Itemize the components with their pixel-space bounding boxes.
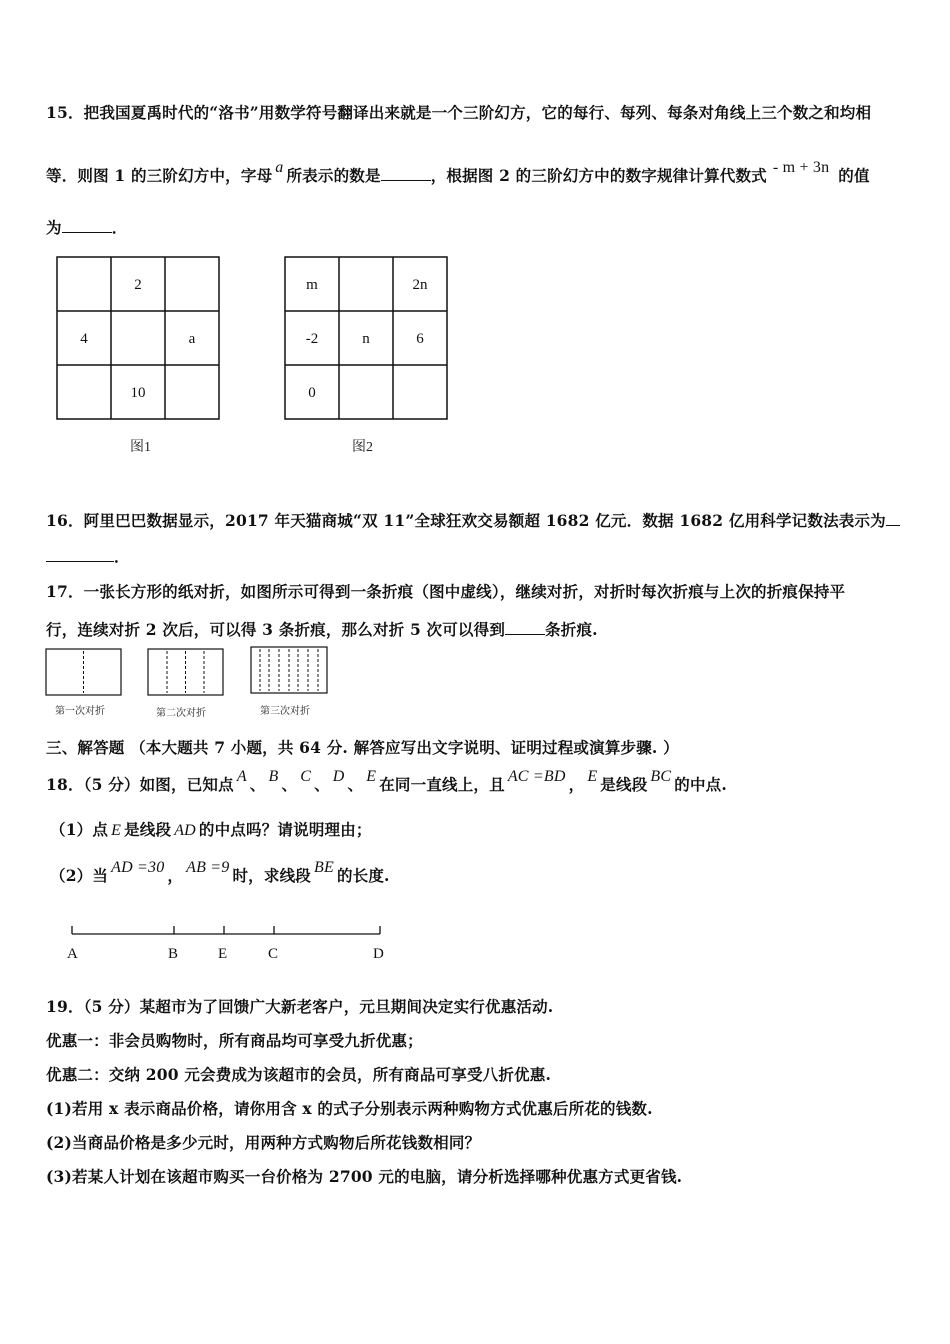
segment-be: BE xyxy=(313,859,334,876)
fig1-cell: 4 xyxy=(80,331,88,347)
q15-line3 xyxy=(46,216,127,238)
q19-line6: (3)若某人计划在该超市购买一台价格为 2700 元的电脑，请分析选择哪种优惠方式更省钱. xyxy=(46,1167,683,1186)
fold-caption-1: 第一次对折 xyxy=(55,706,105,717)
eq-ab-9: AB =9 xyxy=(186,859,230,876)
q18-text: 在同一直线上，且 xyxy=(379,775,505,794)
q15-line1: 15．把我国夏禹时代的“洛书”用数学符号翻译出来就是一个三阶幻方，它的每行、每列、每条对角线上三个数之和均相 xyxy=(46,103,872,122)
seg-label-d: D xyxy=(373,946,384,962)
seg-label-e: E xyxy=(218,946,228,962)
fig1-cell: 10 xyxy=(130,385,146,401)
q19-line2: 优惠一：非会员购物时，所有商品均可享受九折优惠； xyxy=(46,1031,423,1050)
q18-text: 是线段 xyxy=(600,775,648,794)
q17-line1: 17．一张长方形的纸对折，如图所示可得到一条折痕（图中虚线），继续对折，对折时每次折痕与上次的折痕保持平 xyxy=(46,582,846,601)
q19-line1: 19．（5 分）某超市为了回馈广大新老客户，元旦期间决定实行优惠活动. xyxy=(46,997,554,1016)
point-e: E xyxy=(587,768,598,785)
fig2-cell: 0 xyxy=(308,385,316,401)
q17-line2 xyxy=(46,618,598,640)
point-e: E xyxy=(111,822,122,839)
fold-fig-2 xyxy=(147,648,225,698)
answer-blank[interactable] xyxy=(886,511,900,526)
q18-text: 的长度. xyxy=(336,866,390,885)
point-d: D xyxy=(332,768,345,785)
q18-text: 的中点吗？请说明理由； xyxy=(198,820,372,839)
q15-text: 等．则图 1 的三阶幻方中，字母 xyxy=(46,166,273,185)
q15-text: ． xyxy=(111,218,128,237)
q19-line4: (1)若用 x 表示商品价格，请你用含 x 的式子分别表示两种购物方式优惠后所花的钱数. xyxy=(46,1099,653,1118)
fold-fig-1 xyxy=(45,648,123,698)
q18-sep: ， xyxy=(167,866,184,885)
fig2-cell: 2n xyxy=(412,277,428,293)
fig2-cell: -2 xyxy=(305,331,319,347)
answer-blank[interactable] xyxy=(505,620,545,635)
fig2-cell: m xyxy=(306,277,318,293)
q18-text: 时，求线段 xyxy=(232,866,311,885)
fold-caption-3: 第三次对折 xyxy=(260,706,310,717)
q18-part2 xyxy=(50,859,390,886)
eq-ac-bd: AC =BD xyxy=(507,768,566,785)
fig2-caption: 图2 xyxy=(352,440,373,455)
q18-line1 xyxy=(46,768,727,795)
seg-label-c: C xyxy=(268,946,279,962)
section-3-heading: 三、解答题 （本大题共 7 小题，共 64 分. 解答应写出文字说明、证明过程或演算步骤. ） xyxy=(46,738,679,757)
q16-line2 xyxy=(46,545,130,567)
fig1-cell: a xyxy=(188,331,196,347)
q18-sep: 、 xyxy=(281,775,298,794)
fold-fig-3 xyxy=(250,646,330,696)
q18-sep: 、 xyxy=(314,775,330,794)
magic-square-fig2 xyxy=(284,256,450,422)
q17-text: 行，连续对折 2 次后，可以得 3 条折痕，那么对折 5 次可以得到 xyxy=(46,620,506,639)
q19-line3: 优惠二：交纳 200 元会费成为该超市的会员，所有商品可享受八折优惠. xyxy=(46,1065,552,1084)
eq-ad-30: AD =30 xyxy=(111,859,165,876)
expr-m-3n: - m + 3n xyxy=(772,159,830,176)
answer-blank[interactable] xyxy=(381,166,431,181)
point-e: E xyxy=(366,768,377,785)
segment-figure xyxy=(62,920,392,964)
point-c: C xyxy=(300,768,312,785)
q18-sep: 、 xyxy=(347,775,364,794)
fig1-cell: 2 xyxy=(134,277,142,293)
answer-blank[interactable] xyxy=(62,218,112,233)
answer-blank[interactable] xyxy=(46,547,114,562)
q15-text: 的值 xyxy=(838,166,870,185)
q18-text: 的中点. xyxy=(674,775,727,794)
fold-caption-2: 第二次对折 xyxy=(156,708,206,719)
q18-part1 xyxy=(50,818,372,840)
var-a: a xyxy=(275,159,284,176)
fig2-cell: n xyxy=(362,331,370,347)
q19-line5: (2)当商品价格是多少元时，用两种方式购物后所花钱数相同？ xyxy=(46,1133,481,1152)
q15-text: 所表示的数是 xyxy=(286,166,381,185)
point-a: A xyxy=(236,768,247,785)
point-b: B xyxy=(268,768,279,785)
fig2-cell: 6 xyxy=(416,331,424,347)
q18-sep: ， xyxy=(568,775,585,794)
q16-text: ． xyxy=(114,547,130,566)
q15-line2 xyxy=(46,159,870,186)
segment-bc: BC xyxy=(650,768,672,785)
segment-ad: AD xyxy=(174,822,196,839)
q18-sep: 、 xyxy=(249,775,266,794)
seg-label-a: A xyxy=(67,946,78,962)
magic-square-fig1 xyxy=(56,256,222,422)
q18-text: （2）当 xyxy=(50,866,109,885)
q15-text: ，根据图 2 的三阶幻方中的数字规律计算代数式 xyxy=(430,166,767,185)
seg-label-b: B xyxy=(168,946,179,962)
q18-text: （1）点 xyxy=(50,820,109,839)
fig1-caption: 图1 xyxy=(130,440,151,455)
q18-text: 18．（5 分）如图，已知点 xyxy=(46,775,234,794)
q18-text: 是线段 xyxy=(124,820,172,839)
q16-text: 16．阿里巴巴数据显示，2017 年天猫商城“双 11”全球狂欢交易额超 1682 亿元．数据 1682 亿用科学记数法表示为 xyxy=(46,511,886,530)
q15-text: 为 xyxy=(46,218,62,237)
q17-text: 条折痕. xyxy=(545,620,598,639)
q16-line1 xyxy=(46,509,900,531)
